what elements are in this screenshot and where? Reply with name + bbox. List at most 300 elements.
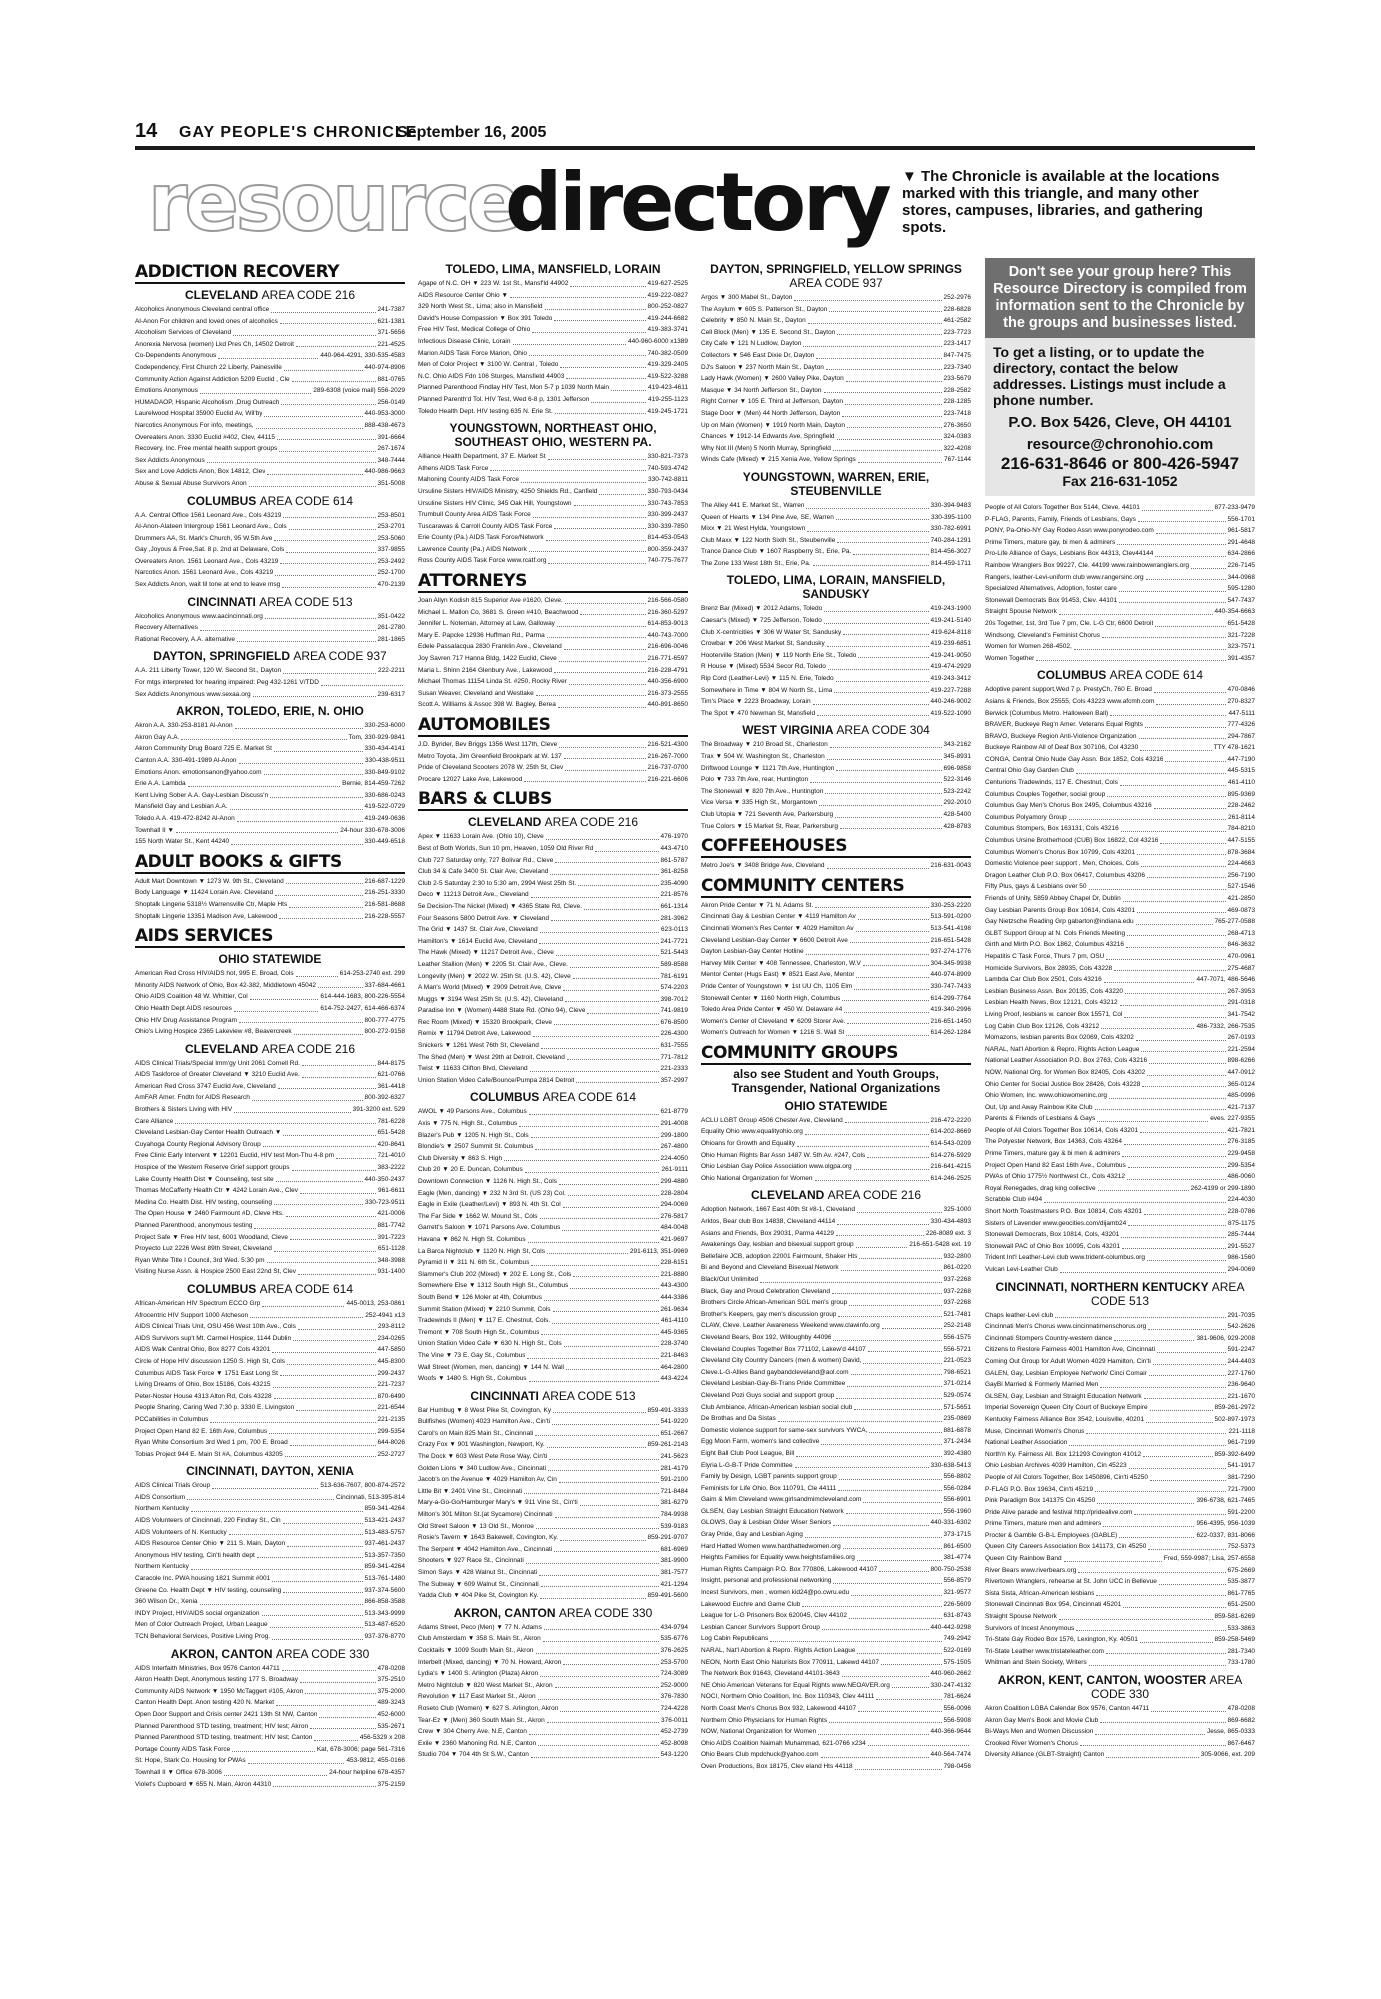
area-heading — [418, 262, 688, 276]
listing-phone: 470-2139 — [377, 581, 405, 589]
area-name: AKRON, TOLEDO, ERIE, N. OHIO — [176, 704, 364, 719]
leader-dots — [269, 1426, 375, 1435]
leader-dots — [300, 1185, 376, 1194]
listing-entry — [135, 408, 405, 420]
area-name: DAYTON, SPRINGFIELD, YELLOW SPRINGS — [710, 262, 962, 276]
listing-entry — [135, 1104, 405, 1116]
leader-dots — [263, 1139, 376, 1148]
leader-dots — [1110, 708, 1226, 717]
listing-entry — [701, 1216, 971, 1228]
listing-phone: 461-2582 — [943, 317, 971, 325]
listing-name: Downtown Connection ▼ 1126 N. High St., Cols — [418, 1178, 557, 1185]
listing-entry — [985, 1183, 1255, 1195]
listing-phone: 221-7237 — [377, 1381, 405, 1389]
listing-phone: 419-239-6851 — [930, 640, 971, 648]
listing-phone: 421-0006 — [377, 1210, 405, 1218]
listing-name: Log Cabin Republicans — [701, 1635, 769, 1643]
listing-entry — [418, 1373, 688, 1385]
listing-phone: 244-4403 — [1227, 1357, 1255, 1365]
listing-entry — [701, 958, 971, 970]
listing-name: Insight, personal and professional networking — [701, 1577, 832, 1585]
listing-phone: 419-241-9050 — [930, 651, 971, 659]
listing-name: Care Alliance — [135, 1117, 174, 1125]
listing-entry — [985, 618, 1255, 630]
listing-name: Queen City Careers Association Box 141173, Cin 45250 — [985, 1543, 1147, 1551]
leader-dots — [305, 1686, 375, 1695]
listing-entry — [701, 1126, 971, 1138]
listing-phone: 614-543-0209 — [930, 1140, 971, 1148]
leader-dots — [1098, 1183, 1189, 1192]
listing-entry — [418, 1211, 688, 1223]
leader-dots — [805, 1529, 942, 1538]
listing-name: Hamilton's ▼ 1614 Euclid Ave, Cleveland — [418, 937, 538, 945]
listing-phone: 291-4648 — [1227, 538, 1255, 546]
listing-phone: 956-4395, 956-1039 — [1196, 1520, 1255, 1528]
leader-dots — [270, 1619, 363, 1628]
listing-name: Feminists for Life Ohio, Box 110791, Cle 44111 — [701, 1484, 837, 1492]
listing-phone: 330-434-4893 — [930, 1218, 971, 1226]
listing-entry — [418, 394, 688, 406]
listing-entry — [418, 278, 688, 290]
listing-name: The Spot ▼ 470 Newman St, Mansfield — [701, 709, 816, 717]
leader-dots — [1160, 835, 1225, 844]
leader-dots — [279, 911, 362, 920]
listing-entry — [135, 743, 405, 755]
listing-name: Club Diversity ▼ 863 S. High — [418, 1154, 503, 1162]
listing-name: Overeaters Anon. 1561 Leonard Ave., Cols 43219 — [135, 557, 279, 565]
area-heading — [418, 421, 688, 449]
listing-entry — [135, 980, 405, 992]
leader-dots — [1080, 1738, 1226, 1747]
leader-dots — [1089, 1657, 1226, 1666]
leader-dots — [1103, 1518, 1194, 1527]
listing-phone: 721-4010 — [377, 1152, 405, 1160]
listing-name: Townhall II ▼ — [135, 826, 174, 834]
area-code: AREA CODE 937 — [789, 276, 883, 290]
listing-entry — [418, 1118, 688, 1130]
listing-phone: 675-2669 — [1227, 1566, 1255, 1574]
listing-phone: 419-245-1721 — [647, 407, 688, 415]
leader-dots — [1136, 1032, 1226, 1041]
listing-phone: 859-258-5469 — [1214, 1636, 1255, 1644]
listing-name: Hooterville Station (Men) ▼ 119 North Erie St., Toledo — [701, 651, 857, 659]
leader-dots — [858, 650, 928, 659]
column-2 — [418, 258, 688, 1983]
listing-entry — [418, 1555, 688, 1567]
listing-name: Columbus Polyamory Group — [985, 813, 1067, 821]
promo-fax: Fax 216-631-1052 — [1062, 473, 1178, 489]
leader-dots — [555, 855, 658, 864]
listing-name: Eagle (Men, dancing) ▼ 232 N 3rd St. (US 23) Col. — [418, 1189, 566, 1197]
listing-name: Stonewall Democrats Box 91453, Clev. 44101 — [985, 596, 1118, 604]
listing-name: The Network Box 91643, Cleveland 44101-3643 — [701, 1670, 840, 1678]
leader-dots — [833, 1332, 941, 1341]
listing-phone: 291-6113, 351-9969 — [629, 1247, 688, 1255]
leader-dots — [553, 1304, 659, 1313]
listing-name: AIDS Clinical Trials Unit, OSU 456 West 10th Ave., Cols — [135, 1323, 296, 1331]
listing-phone: 239-6317 — [377, 690, 405, 698]
leader-dots — [284, 362, 363, 371]
listing-entry — [418, 676, 688, 688]
listing-entry — [135, 556, 405, 568]
leader-dots — [264, 408, 362, 417]
listing-phone: 361-4418 — [377, 1082, 405, 1090]
listing-entry — [135, 1356, 405, 1368]
listing-entry — [701, 1460, 971, 1472]
listing-entry — [135, 385, 405, 397]
listing-entry — [701, 900, 971, 912]
area-heading — [135, 952, 405, 966]
listing-phone: 847-7475 — [943, 351, 971, 359]
listing-phone: 381-7577 — [660, 1569, 688, 1576]
listing-name: Dayton Lesbian-Gay Center Hotline — [701, 948, 804, 956]
listing-entry — [701, 969, 971, 981]
listing-entry — [418, 982, 688, 994]
leader-dots — [224, 1767, 327, 1776]
listing-phone: 614-262-1284 — [930, 1029, 971, 1037]
listing-entry — [135, 1310, 405, 1322]
leader-dots — [863, 1355, 941, 1364]
leader-dots — [551, 913, 659, 922]
listing-phone: 419-474-2929 — [930, 663, 971, 671]
listing-entry — [701, 1715, 971, 1727]
listing-entry — [985, 1484, 1255, 1496]
leader-dots — [1150, 1472, 1226, 1481]
leader-dots — [256, 420, 363, 429]
area-name: COLUMBUS — [186, 493, 257, 508]
listing-phone: 365-0124 — [1227, 1080, 1255, 1088]
leader-dots — [289, 899, 362, 908]
listing-name: Metro Nightclub ▼ 820 West Market St., Akron — [418, 1681, 553, 1689]
listing-phone: 221-4525 — [377, 340, 405, 348]
listing-entry — [418, 1040, 688, 1052]
listing-phone: 527-1546 — [1227, 883, 1255, 891]
leader-dots — [540, 1211, 659, 1220]
listing-entry — [985, 684, 1255, 696]
listing-name: Prime Timers, mature gay & bi men & admirers — [985, 1150, 1121, 1158]
leader-dots — [1117, 537, 1225, 546]
leader-dots — [1126, 939, 1226, 948]
listing-entry — [701, 661, 971, 673]
listing-name: Muse, Cincinnati Women's Chorus — [985, 1427, 1085, 1435]
listing-phone: 305-9066, ext. 209 — [1200, 1751, 1255, 1759]
listing-phone: 216-771-6597 — [647, 655, 688, 663]
listing-name: Oven Productions, Box 18175, Clev eland Hts 44118 — [701, 1762, 853, 1770]
listing-phone: 235-4090 — [660, 879, 688, 887]
listing-phone: 614-246-2525 — [930, 1174, 971, 1182]
listing-name: Muggs ▼ 3194 West 25th St. (U.S. 42), Cleveland — [418, 995, 564, 1003]
listing-entry — [418, 301, 688, 313]
listing-entry — [985, 1634, 1255, 1646]
listing-entry — [418, 959, 688, 971]
leader-dots — [854, 1402, 941, 1411]
leader-dots — [1102, 630, 1225, 639]
leader-dots — [835, 809, 941, 818]
area-code: AREA CODE 216 — [261, 288, 356, 302]
area-code: AREA CODE 937 — [293, 649, 387, 664]
listing-entry — [701, 1506, 971, 1518]
area-heading — [701, 262, 971, 290]
leader-dots — [1120, 997, 1226, 1006]
listing-phone: 419-627-2525 — [647, 280, 688, 287]
listing-name: BRAVER, Buckeye Reg'n Amer. Veterans Equal Rights — [985, 721, 1143, 729]
leader-dots — [277, 432, 376, 441]
listing-name: Pink Paradigm Box 141375 Cin 45250 — [985, 1497, 1096, 1505]
listing-name: Joan Allyn Kodish 815 Superior Ave #1620, Cleve. — [418, 597, 563, 605]
leader-dots — [584, 901, 659, 910]
listing-phone: 814-453-0543 — [647, 534, 688, 542]
leader-dots — [531, 1749, 659, 1758]
listing-entry — [985, 1125, 1255, 1137]
leader-dots — [556, 947, 659, 956]
listing-phone: 614-253-2740 ext. 299 — [339, 970, 405, 978]
leader-dots — [274, 1391, 376, 1400]
listing-entry — [701, 1517, 971, 1529]
listing-entry — [701, 685, 971, 697]
leader-dots — [1123, 893, 1226, 902]
listing-phone: 681-6969 — [660, 1545, 688, 1553]
listing-phone: 341-7542 — [1227, 1010, 1255, 1018]
area-heading — [701, 1188, 971, 1202]
listing-name: Mary-a-Go-Go/Hamburger Mary's ▼ 911 Vine St., Cin'ti — [418, 1499, 578, 1507]
listing-phone: 381-6279 — [660, 1499, 688, 1507]
listing-phone: 800-777-4775 — [364, 1016, 405, 1024]
leader-dots — [283, 1127, 375, 1136]
listing-phone: 623-0113 — [661, 926, 688, 934]
leader-dots — [286, 544, 375, 553]
listing-entry — [135, 1492, 405, 1504]
listing-phone: 229-9458 — [1227, 1150, 1255, 1158]
listing-phone: 771-7812 — [660, 1053, 688, 1061]
listing-name: Project Safe ▼ Free HIV test, 6001 Woodland, Cleve — [135, 1233, 289, 1241]
leader-dots — [181, 732, 346, 741]
leader-dots — [850, 935, 929, 944]
leader-dots — [833, 443, 942, 452]
listing-phone: 533-3863 — [1227, 1624, 1255, 1632]
leader-dots — [1119, 1530, 1194, 1539]
section-heading: AIDS SERVICES — [135, 926, 405, 948]
leader-dots — [1064, 1553, 1162, 1562]
listing-name: Metro Joe's ▼ 3408 Bridge Ave, Cleveland — [701, 862, 825, 870]
listing-name: Portage County AIDS Task Force — [135, 1745, 231, 1753]
listing-entry — [418, 521, 688, 533]
listing-entry — [418, 1463, 688, 1475]
listing-entry — [135, 825, 405, 837]
leader-dots — [1134, 1507, 1225, 1516]
leader-dots — [1146, 572, 1226, 581]
listing-entry — [985, 641, 1255, 653]
listing-name: De Brothas and Da Sistas — [701, 1415, 776, 1423]
listing-name: Revolution ▼ 117 East Market St., Akron — [418, 1693, 536, 1701]
listing-phone: 898-6266 — [1227, 1057, 1255, 1065]
leader-dots — [549, 1451, 658, 1460]
leader-dots — [525, 1164, 660, 1173]
listing-phone: 330-849-9102 — [364, 768, 405, 776]
listing-phone: 752-5373 — [1227, 1543, 1255, 1551]
listing-phone: 381-7290 — [1227, 1473, 1255, 1481]
listing-entry — [135, 1686, 405, 1698]
listing-name: AmFAR Amer. Fndtn for AIDS Research — [135, 1094, 250, 1102]
listing-entry — [985, 777, 1255, 789]
leader-dots — [529, 1726, 659, 1735]
listing-name: Pro-Life Alliance of Gays, Lesbians Box 44313, Clev44144 — [985, 550, 1154, 558]
listing-entry — [418, 1153, 688, 1165]
listing-name: Girth and Mirth P.O. Box 1862, Columbus 43216 — [985, 941, 1124, 949]
listing-phone: 571-5651 — [943, 1403, 971, 1411]
listing-entry — [135, 579, 405, 591]
listing-phone: 452-6000 — [377, 1710, 405, 1718]
leader-dots — [1120, 777, 1226, 786]
listing-name: Slammer's Club 202 (Mixed) ▼ 202 E. Long St., Cols — [418, 1270, 572, 1278]
listing-name: Recovery Alternatives — [135, 624, 198, 632]
listing-entry — [418, 1590, 688, 1602]
listing-entry — [135, 455, 405, 467]
leader-dots — [1140, 1634, 1213, 1643]
listing-name: Union Station Video Cafe/Bounce/Pumpa 2814 Detroit — [418, 1076, 575, 1084]
cross-reference-note: also see Student and Youth Groups, Transgender, National Organizations — [731, 1066, 941, 1095]
listing-entry — [985, 1368, 1255, 1380]
listing-name: GayBi Married & Formerly Married Men — [985, 1381, 1099, 1389]
leader-dots — [302, 1069, 376, 1078]
listing-entry — [701, 935, 971, 947]
leader-dots — [813, 558, 929, 567]
listing-phone: 322-4208 — [943, 444, 971, 452]
listing-name: National Leather Association — [985, 1439, 1068, 1447]
listing-name: Ursuline Sisters HIV Clinic, 345 Oak Hill, Youngstown — [418, 499, 572, 507]
area-heading — [418, 815, 688, 829]
listing-entry — [418, 1222, 688, 1234]
leader-dots — [1074, 641, 1226, 650]
listing-name: Cincinnati Men's Chorus www.cincinnatimenschorus.org — [985, 1323, 1147, 1331]
listing-name: Trance Dance Club ▼ 1607 Raspberry St., Erie, Pa. — [701, 548, 852, 556]
listing-entry — [418, 1246, 688, 1258]
area-name: TOLEDO, LIMA, MANSFIELD, LORAIN — [445, 262, 661, 276]
leader-dots — [286, 1208, 376, 1217]
leader-dots — [1124, 1136, 1226, 1145]
leader-dots — [842, 993, 928, 1002]
listing-phone: 447-5155 — [1227, 837, 1255, 845]
listing-entry — [985, 847, 1255, 859]
listing-phone: 800-359-2437 — [647, 545, 688, 553]
listing-name: Domestic Violence peer support , Men, Choices, Cols — [985, 860, 1139, 868]
listing-phone: 861-7765 — [1227, 1589, 1255, 1597]
listing-name: Planned Parenthood STD testing, treatment; HIV test; Canton — [135, 1734, 313, 1742]
listing-phone: 391-4357 — [1227, 654, 1255, 662]
listing-name: Columbus Ursine Brotherhood (CUB) Box 16822, Col 43216 — [985, 837, 1159, 845]
listing-phone: 228-2804 — [660, 1189, 688, 1197]
listing-phone: 724-3089 — [660, 1670, 688, 1678]
listing-entry — [701, 1668, 971, 1680]
area-name: YOUNGSTOWN, WARREN, ERIE, STEUBENVILLE — [742, 469, 930, 498]
leader-dots — [1119, 583, 1226, 592]
leader-dots — [531, 1257, 658, 1266]
listing-phone: 223-1417 — [943, 340, 971, 348]
leader-dots — [567, 1052, 659, 1061]
column-1 — [135, 258, 405, 1983]
listing-phone: 881-7742 — [377, 1222, 405, 1229]
listing-phone: 614-276-5929 — [930, 1151, 971, 1159]
listing-name: Studio 704 ▼ 704 4th St S.W., Canton — [418, 1751, 529, 1759]
leader-dots — [808, 315, 942, 324]
listing-name: Ohio HIV Drug Assistance Program — [135, 1016, 237, 1024]
listing-entry — [418, 532, 688, 544]
leader-dots — [529, 348, 646, 357]
leader-dots — [845, 396, 941, 405]
listing-entry — [135, 567, 405, 579]
listing-name: Celebrity ▼ 850 N. Main St., Dayton — [701, 317, 806, 325]
listing-entry — [701, 1332, 971, 1344]
listing-phone: 291-5527 — [1227, 1242, 1255, 1250]
listing-name: Royal Renegades, drag king collective — [985, 1184, 1096, 1192]
leader-dots — [1095, 1726, 1205, 1735]
listing-phone: 216-228-4791 — [647, 666, 688, 674]
leader-dots — [842, 1668, 929, 1677]
listing-phone: 556-8579 — [943, 1577, 971, 1585]
masthead-directory: directory — [505, 156, 889, 249]
listing-phone: 268-4713 — [1227, 929, 1255, 937]
listing-phone: 294-0069 — [1227, 1266, 1255, 1273]
leader-dots — [833, 1575, 941, 1584]
listing-phone: 749-2942 — [943, 1635, 971, 1643]
leader-dots — [843, 1541, 942, 1550]
listing-entry — [418, 1063, 688, 1075]
leader-dots — [837, 535, 928, 544]
leader-dots — [187, 1492, 334, 1501]
leader-dots — [231, 836, 362, 845]
section-heading: AUTOMOBILES — [418, 715, 688, 737]
listing-entry — [701, 1726, 971, 1738]
listing-phone: 556-5908 — [943, 1716, 971, 1724]
listing-entry — [135, 1208, 405, 1220]
listing-name: Incest Survivors, men , women kid24@po.cwru.edu — [701, 1589, 850, 1597]
listing-phone: 443-4710 — [660, 844, 688, 852]
listing-name: Trax ▼ 504 W. Washington St., Charleston — [701, 753, 825, 760]
leader-dots — [863, 958, 929, 967]
listing-phone: 651-2667 — [660, 1429, 688, 1437]
leader-dots — [846, 373, 942, 382]
leader-dots — [555, 406, 646, 415]
listing-phone: 216-687-1229 — [364, 877, 405, 885]
listing-entry — [135, 1379, 405, 1391]
leader-dots — [283, 510, 375, 519]
listing-phone: 535-6776 — [660, 1635, 688, 1643]
listing-entry — [418, 1497, 688, 1509]
listing-name: Visiting Nurse Assn. & Hospice 2500 East 22nd St, Clev — [135, 1268, 297, 1276]
listing-entry — [985, 1715, 1255, 1727]
leader-dots — [272, 1631, 362, 1640]
area-code: AREA CODE 614 — [1109, 668, 1204, 683]
listing-name: The Vine ▼ 73 E. Gay St., Columbus — [418, 1351, 526, 1359]
listing-phone: 267-1674 — [377, 445, 405, 453]
listing-name: Free HIV Test, Medical College of Ohio — [418, 326, 531, 334]
listing-name: Brother's Keepers, gay men's discussion group — [701, 1310, 837, 1318]
listing-entry — [701, 1610, 971, 1622]
listing-entry — [985, 583, 1255, 595]
listing-phone: 800-392-6327 — [364, 1094, 405, 1102]
leader-dots — [540, 1590, 645, 1599]
listing-entry — [701, 1761, 971, 1773]
area-heading — [985, 1673, 1255, 1701]
area-code: AREA CODE 614 — [259, 1281, 354, 1296]
listing-name: Lydia's ▼ 1400 S. Arlington (Plaza) Akron — [418, 1670, 539, 1678]
listing-phone: 216-651-1450 — [930, 1017, 971, 1025]
listing-phone: 651-5428 — [1227, 619, 1255, 627]
listing-name: People of All Colors Together, Box 1450896, Cin'ti 45250 — [985, 1473, 1149, 1481]
listing-entry — [135, 790, 405, 802]
listing-phone: 452-8098 — [660, 1739, 688, 1747]
listing-entry — [135, 1755, 405, 1767]
listing-entry — [135, 1631, 405, 1643]
